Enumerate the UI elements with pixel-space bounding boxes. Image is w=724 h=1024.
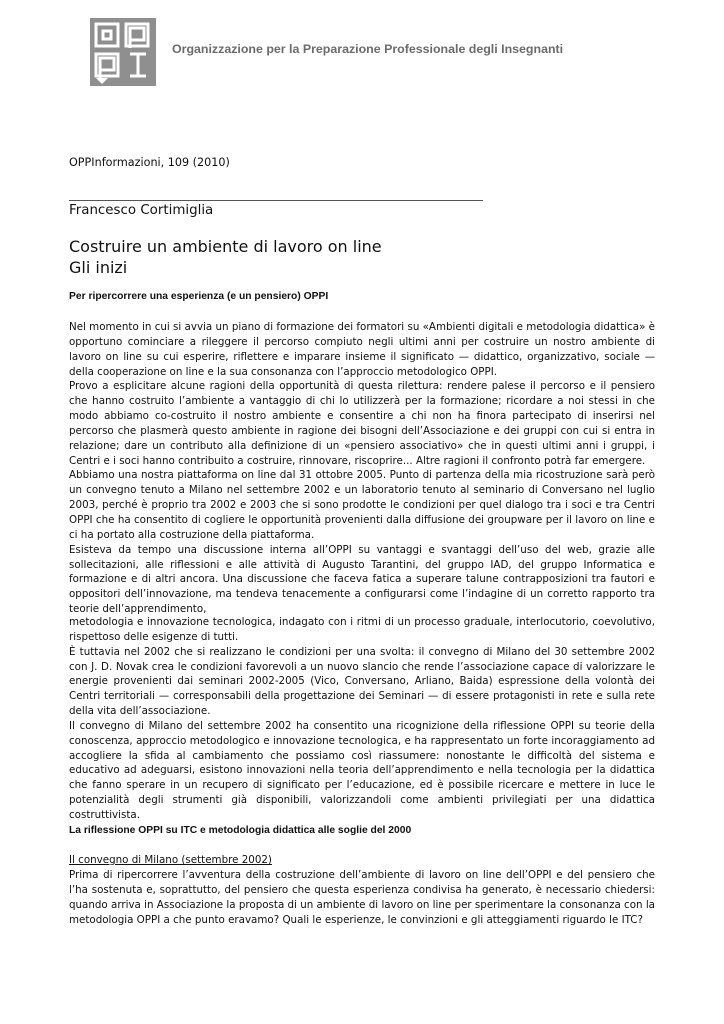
title-line-2: Gli inizi — [69, 258, 128, 277]
section-subheading: Il convegno di Milano (settembre 2002) — [69, 854, 272, 866]
section-body-continued — [69, 615, 655, 823]
paragraph: È tuttavia nel 2002 che si realizzano le condizioni per una svolta: il convegno di Milano del 30 settembre 2002 con J. D. Novak crea le condizioni favorevoli a un nuovo slancio che rende l’associazione capace di valorizzare le energie provenienti dai seminari 2002-2005 (Vico, Conversano, Arliano, Baida) espressione della volontà dei Centri territoriali — corresponsabili della progettazione dei Seminari — di essere protagonisti in rete e sulla rete della vita dell’associazione. — [69, 645, 655, 718]
paragraph: Provo a esplicitare alcune ragioni della opportunità di questa rilettura: rendere palese il percorso e il pensiero che hanno costruito l’ambiente a vantaggio di chi lo utilizzerà per la formazione; ricordare a noi stessi in che modo abbiamo co-costruito il nostro ambiente e consentire a chi non ha finora partecipato di inserirsi nel percorso che plasmerà questo ambiente in ragione dei bisogni dell’Associazione e dei gruppi con cui si entra in relazione; dare un contributo alla definizione di un «pensiero associativo» che in questi ultimi anni i gruppi, i Centri e i soci hanno contribuito a costruire, rinnovare, riscoprire... Altre ragioni il confronto potrà far emergere. — [69, 380, 655, 467]
journal-reference: OPPInformazioni, 109 (2010) — [69, 156, 230, 169]
paragraph: Esisteva da tempo una discussione interna all’OPPI su vantaggi e svantaggi dell’uso del web, grazie alle sollecitazioni, alle riflessioni e alle attività di Augusto Tarantini, del gruppo IAD, del gruppo Informatica e formazione e di altri ancora. Una discussione che faceva fatica a superare talune contrapposizioni tra fautori e oppositori dell’innovazione, ma tendeva tenacemente a configurarsi come l’indagine di un corretto rapporto tra teorie dell’apprendimento, — [69, 543, 655, 616]
article-title — [69, 236, 382, 278]
oppi-logo — [90, 18, 156, 86]
section-body — [69, 320, 655, 617]
paragraph: Abbiamo una nostra piattaforma on line dal 31 ottobre 2005. Punto di partenza della mia ricostruzione sarà però un convegno tenuto a Milano nel settembre 2002 e un laboratorio tenuto al seminario di Conversano nel luglio 2003, perché è proprio tra 2002 e 2003 che si sono prodotte le condizioni per quel dialogo tra i soci e tra Centri OPPI che ha consentito di cogliere le opportunità provenienti dalla diffusione dei groupware per il lavoro on line e ci ha portato alla costruzione della piattaforma. — [69, 469, 655, 541]
section-body — [69, 868, 655, 927]
section-heading: Per ripercorrere una esperienza (e un pensiero) OPPI — [69, 291, 329, 302]
oppi-logo-graphic — [90, 18, 156, 86]
organization-name: Organizzazione per la Preparazione Professionale degli Insegnanti — [172, 42, 564, 56]
title-line-1: Costruire un ambiente di lavoro on line — [69, 237, 382, 256]
section-heading: La riflessione OPPI su ITC e metodologia didattica alle soglie del 2000 — [69, 825, 412, 836]
paragraph: Nel momento in cui si avvia un piano di formazione dei formatori su «Ambienti digitali e metodologia didattica» è opportuno cominciare a rileggere il percorso compiuto negli ultimi anni per costruire un nostro ambiente di lavoro on line su cui esperire, riflettere e imparare insieme il significato — didattico, organizzativo, sociale — della cooperazione on line e la sua consonanza con l’approccio metodologico OPPI. — [69, 321, 655, 378]
paragraph: Prima di ripercorrere l’avventura della costruzione dell’ambiente di lavoro on line dell’OPPI e del pensiero che l’ha sostenuta e, soprattutto, del pensiero che questa esperienza condivisa ha generato, è necessario chiedersi: quando arriva in Associazione la proposta di un ambiente di lavoro on line per sperimentare la consonanza con la metodologia OPPI a che punto eravamo? Quali le esperienze, le convinzioni e gli atteggiamenti riguardo le ITC? — [69, 869, 655, 926]
paragraph: Il convegno di Milano del settembre 2002 ha consentito una ricognizione della riflessione OPPI su teorie della conoscenza, approccio metodologico e innovazione tecnologica, e ha rappresentato un forte incoraggiamento ad accogliere la sfida al cambiamento che possiamo così riassumere: nonostante le difficoltà del sistema e educativo ad adeguarsi, esistono innovazioni nella teoria dell’apprendimento e nella tecnologia per la didattica che fanno sperare in un recupero di significato per l’educazione, ed è possibile ricercare e mettere in luce le potenzialità degli strumenti già disponibili, valorizzandoli come ambienti privilegiati per una didattica costruttivista. — [69, 719, 655, 821]
paragraph: metodologia e innovazione tecnologica, indagato con i ritmi di un processo graduale, interlocutorio, coevolutivo, rispettoso delle esigenze di tutti. — [69, 616, 655, 643]
author-divider — [69, 200, 483, 201]
author-name: Francesco Cortimiglia — [69, 203, 214, 218]
